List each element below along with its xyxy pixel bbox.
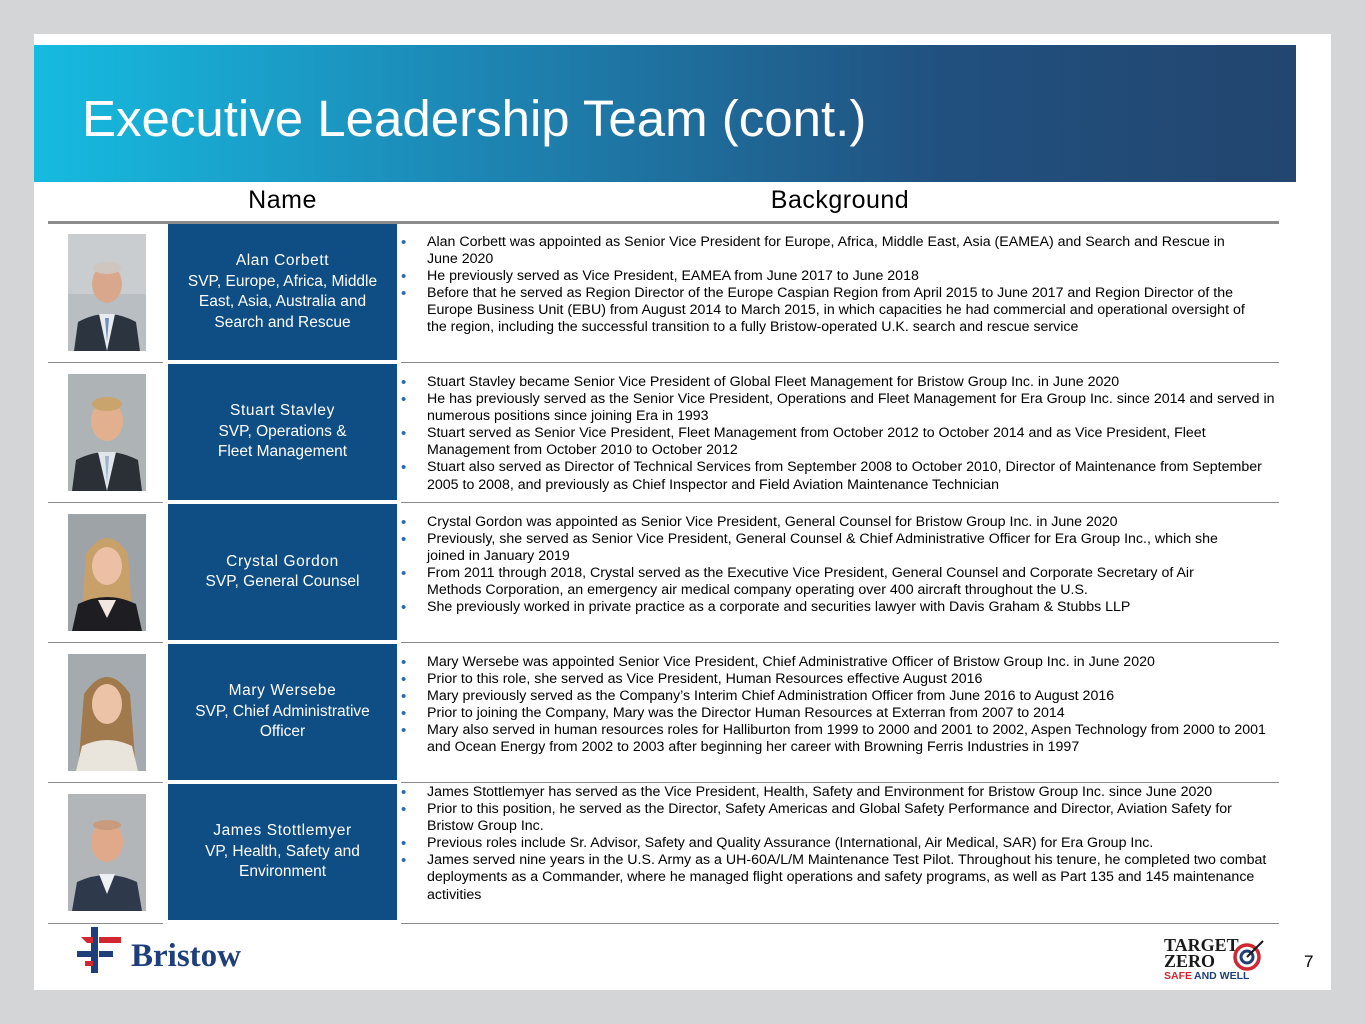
bullet-item: • Crystal Gordon was appointed as Senior Vice President, General Counsel for Bristow Group Inc. in June 2020: [401, 514, 1281, 531]
executive-name: James Stottlemyer: [213, 822, 352, 840]
row-divider: [401, 502, 1279, 503]
executive-name-cell: [168, 224, 397, 360]
row-divider: [48, 502, 163, 503]
bullet-item: • Prior to this position, he served as the Director, Safety Americas and Global Safety Performance and Director, Aviation Safety for Bristow Group Inc.: [401, 801, 1281, 835]
bullet-item: • Mary previously served as the Company’s Interim Chief Administration Officer from June 2016 to August 2016: [401, 688, 1281, 705]
executive-row: [34, 224, 1331, 364]
target-zero-tag-and-well: AND WELL: [1194, 970, 1250, 982]
background-bullets: [401, 784, 1281, 904]
bullet-item: • James served nine years in the U.S. Army as a UH-60A/L/M Maintenance Test Pilot. Throughout his tenure, he completed two combat deployments as a Commander, where he managed flight operations and safety programs, as well as Part 135 and 145 maintenance activities: [401, 852, 1281, 903]
executive-name-cell: [168, 504, 397, 640]
bristow-logo: [77, 927, 257, 982]
executive-role: VP, Health, Safety and Environment: [205, 842, 360, 881]
headshot-photo: [68, 374, 146, 491]
executive-row: [34, 364, 1331, 504]
bullet-item: • Mary also served in human resources roles for Halliburton from 1999 to 2000 and 2001 to 2002, Aspen Technology from 2000 to 2001 and Ocean Energy from 2002 to 2003 after beginning her career with Browning Ferris Industries in 1997: [401, 722, 1281, 756]
background-bullets: [401, 374, 1281, 494]
bullet-item: • Stuart Stavley became Senior Vice President of Global Fleet Management for Bristow Group Inc. in June 2020: [401, 374, 1281, 391]
row-divider: [401, 923, 1279, 924]
bullet-item: • Prior to joining the Company, Mary was the Director Human Resources at Exterran from 2007 to 2014: [401, 705, 1281, 722]
headshot-photo: [68, 654, 146, 771]
row-divider: [401, 642, 1279, 643]
page-title: Executive Leadership Team (cont.): [82, 90, 867, 147]
column-header-background: Background: [770, 186, 910, 214]
bullet-item: • Prior to this role, she served as Vice President, Human Resources effective August 2016: [401, 671, 1281, 688]
executive-name-cell: [168, 364, 397, 500]
bullet-item: • He has previously served as the Senior Vice President, Operations and Fleet Management for Era Group Inc. since 2014 and served in numerous positions since joining Era in 1993: [401, 391, 1281, 425]
bullet-item: • From 2011 through 2018, Crystal served as the Executive Vice President, General Counsel and Corporate Secretary of Air Methods Corporation, an emergency air medical company operating over 400 aircraft throughout the U.S.: [401, 565, 1281, 599]
headshot-photo: [68, 234, 146, 351]
executive-name: Mary Wersebe: [228, 682, 337, 700]
bullet-item: • She previously worked in private practice as a corporate and securities lawyer with Davis Graham & Stubbs LLP: [401, 599, 1281, 616]
executive-name: Crystal Gordon: [226, 552, 339, 570]
bristow-logo-text: Bristow: [131, 938, 241, 974]
background-bullets: [401, 654, 1281, 757]
executive-name: Stuart Stavley: [230, 402, 335, 420]
row-divider: [48, 923, 163, 924]
row-divider: [48, 362, 163, 363]
executive-row: [34, 644, 1331, 784]
bullet-item: • Stuart also served as Director of Technical Services from September 2008 to October 2010, Director of Maintenance from September 2005 to 2008, and previously as Chief Inspector and Field Aviation Maintenance Technician: [401, 459, 1281, 493]
slide: [34, 34, 1331, 990]
executive-name-cell: [168, 784, 397, 920]
target-zero-logo: [1164, 933, 1269, 988]
executive-row: [34, 504, 1331, 644]
bullet-item: • Previous roles include Sr. Advisor, Safety and Quality Assurance (International, Air Medical, SAR) for Era Group Inc.: [401, 835, 1281, 852]
column-header-name: Name: [248, 186, 317, 214]
bullet-item: • Alan Corbett was appointed as Senior Vice President for Europe, Africa, Middle East, Asia (EAMEA) and Search and Rescue in June 2020: [401, 234, 1281, 268]
bullet-item: • James Stottlemyer has served as the Vice President, Health, Safety and Environment for Bristow Group Inc. since June 2020: [401, 784, 1281, 801]
executive-role: SVP, Chief Administrative Officer: [195, 702, 370, 741]
row-divider: [48, 782, 163, 783]
row-divider: [48, 642, 163, 643]
headshot-photo: [68, 794, 146, 911]
executive-role: SVP, General Counsel: [205, 573, 360, 590]
executive-role: SVP, Europe, Africa, Middle East, Asia, Australia and Search and Rescue: [187, 272, 378, 331]
bullet-item: • Previously, she served as Senior Vice President, General Counsel & Chief Administrative Officer for Era Group Inc., which she joined in January 2019: [401, 531, 1281, 565]
bullet-item: • He previously served as Vice President, EAMEA from June 2017 to June 2018: [401, 268, 1281, 285]
target-zero-line1: TARGET: [1164, 935, 1239, 955]
bullet-item: • Mary Wersebe was appointed Senior Vice President, Chief Administrative Officer of Bristow Group Inc. in June 2020: [401, 654, 1281, 671]
bullet-item: • Stuart served as Senior Vice President, Fleet Management from October 2012 to October 2014 and as Vice President, Fleet Management from October 2010 to October 2012: [401, 425, 1281, 459]
executive-row: [34, 784, 1331, 925]
page-number: 7: [1304, 952, 1314, 971]
background-bullets: [401, 514, 1281, 617]
executive-name: Alan Corbett: [235, 252, 330, 269]
target-zero-line2: ZERO: [1164, 951, 1216, 971]
title-banner: [34, 45, 1296, 182]
executive-name-cell: [168, 644, 397, 780]
bullet-item: • Before that he served as Region Director of the Europe Caspian Region from April 2015 to June 2017 and Region Director of the Europe Business Unit (EBU) from August 2014 to March 2015, in which capacities he had commercial and operational oversight of the region, including the successful transition to a fully Bristow-operated U.K. search and rescue service: [401, 285, 1281, 336]
headshot-photo: [68, 514, 146, 631]
target-zero-tag-safe: SAFE: [1164, 970, 1193, 982]
row-divider: [401, 782, 1279, 783]
executive-role: SVP, Operations & Fleet Management: [217, 422, 348, 461]
row-divider: [401, 362, 1279, 363]
background-bullets: [401, 234, 1281, 337]
